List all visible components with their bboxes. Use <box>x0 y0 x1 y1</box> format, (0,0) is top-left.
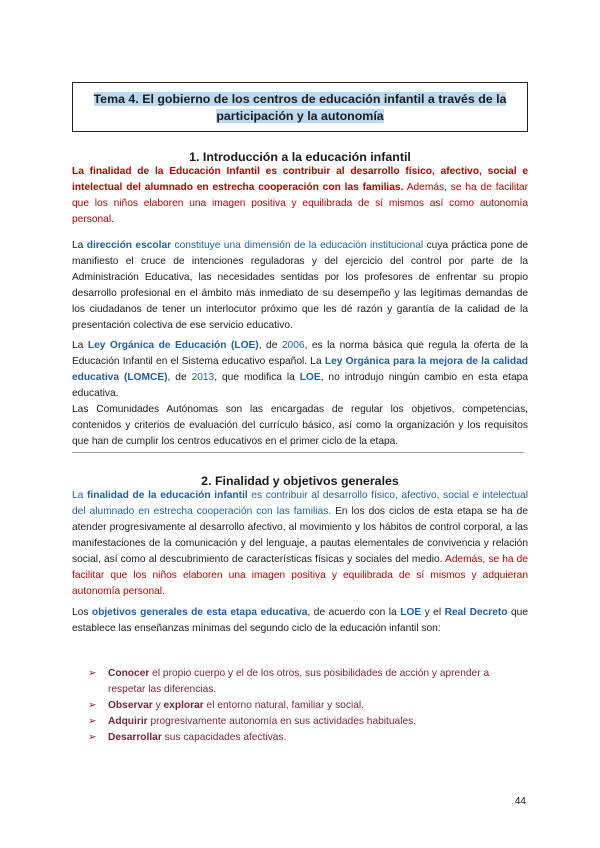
text-span: progresivamente autonomía en sus actividades habituales. <box>147 716 417 727</box>
section1-paragraph-1 <box>72 164 528 228</box>
objectives-list <box>88 666 528 746</box>
text-span: sus capacidades afectivas. <box>161 732 287 743</box>
section2-paragraph-1 <box>72 488 528 600</box>
text-span: La <box>72 490 87 501</box>
term-loe-2: LOE <box>400 607 422 618</box>
text-span: , es la norma básica que regula la oferta de la Educación Infantil en el Sistema educativo español. La <box>72 340 528 367</box>
text-span: y <box>152 700 164 711</box>
text-span: La <box>72 240 87 251</box>
section1-paragraph-4: Las Comunidades Autónomas son las encargadas de regular los objetivos, competencias, contenidos y criterios de evaluación del currículo básico, así como la organización y los requisitos que han de cumplir los centros educativos en el primer ciclo de la etapa. <box>72 404 528 447</box>
title-line-2: participación y la autonomía <box>216 109 384 123</box>
text-span: Además, se ha de facilitar que los niños elaboren una imagen positiva y equilibrada de sí mismos y adquieran autonomía personal. <box>72 554 528 597</box>
text-span: , que modifica la <box>214 372 300 383</box>
arrow-bullet-icon: ➢ <box>88 716 97 727</box>
text-span: , de <box>258 340 282 351</box>
text-span: y el <box>421 607 445 618</box>
section1-paragraph-2 <box>72 238 528 334</box>
year-2006: 2006 <box>281 340 305 351</box>
text-span: el entorno natural, familiar y social. <box>203 700 364 711</box>
term-loe-short: LOE <box>299 372 321 383</box>
section2-heading: 2. Finalidad y objetivos generales <box>201 474 399 488</box>
term-lomce: Ley Orgánica para la mejora de la calidad educativa (LOMCE) <box>72 356 528 383</box>
highlight-text: La finalidad de la Educación Infantil es contribuir al desarrollo físico, afectivo, social e intelectual del alumnado en estrecha cooperación con las familias. <box>72 166 528 193</box>
text-span: Adquirir <box>108 716 148 727</box>
arrow-bullet-icon: ➢ <box>88 668 97 679</box>
text-span: Además, se ha de facilitar que los niños elaboren una imagen positiva y equilibrada de sí mismos así como autonomía personal. <box>72 182 528 225</box>
arrow-bullet-icon: ➢ <box>88 732 97 743</box>
text-span: cuya práctica pone de manifiesto el cruce de intenciones reguladoras y del ejercicio del control por parte de la Administración Educativa, las necesidades sentidas por los profesores de enfrentar su propio desarrollo profesional en el ámbito más inmediato de su desempeño y las legítimas demandas de los ciudadanos de tener un interlocutor próximo que les dé razón y garantía de la calidad de la presentación colectiva de ese servicio educativo. <box>72 240 528 331</box>
section1-heading: 1. Introducción a la educación infantil <box>189 150 411 164</box>
title-line-1: Tema 4. El gobierno de los centros de educación infantil a través de la <box>93 92 507 106</box>
term-direccion: dirección escolar <box>86 240 172 251</box>
term-finalidad: finalidad de la educación infantil <box>87 490 248 501</box>
arrow-bullet-icon: ➢ <box>88 700 97 711</box>
title-box <box>72 82 528 132</box>
text-span: constituye una dimensión de la educación institucional <box>171 240 424 251</box>
term-objetivos: objetivos generales de esta etapa educativa <box>91 607 308 618</box>
text-span: Los <box>72 607 92 618</box>
term-loe: Ley Orgánica de Educación (LOE) <box>87 340 259 351</box>
section-divider <box>72 452 524 453</box>
section2-paragraph-2 <box>72 605 528 637</box>
list-item <box>88 666 528 698</box>
text-span: explorar <box>163 700 204 711</box>
text-span: , de acuerdo con la <box>307 607 401 618</box>
list-item <box>88 698 528 714</box>
text-span: el propio cuerpo y el de los otros, sus posibilidades de acción y aprender a respetar las diferencias. <box>108 668 490 695</box>
list-item <box>88 714 528 730</box>
text-span: , no introdujo ningún cambio en esta etapa educativa. <box>72 372 528 399</box>
text-span: es contribuir al desarrollo físico, afectivo, social e intelectual del alumnado en estrecha cooperación con las familias. <box>72 490 528 517</box>
page-number: 44 <box>514 796 526 807</box>
text-span: La <box>72 340 88 351</box>
text-span: En los dos ciclos de esta etapa se ha de atender progresivamente al desarrollo afectivo, al movimiento y los hábitos de control corporal, a las manifestaciones de la comunicación y del lenguaje, a pautas elementales de convivencia y relación social, así como al descubrimiento de características físicas y sociales del medio. <box>72 506 528 565</box>
list-item <box>88 730 528 746</box>
year-2013: 2013 <box>191 372 215 383</box>
text-span: Conocer <box>108 668 150 679</box>
text-span: Desarrollar <box>108 732 162 743</box>
section1-paragraph-3 <box>72 338 528 402</box>
text-span: que establece las enseñanzas mínimas del segundo ciclo de la educación infantil son: <box>72 607 529 634</box>
text-span: Observar <box>108 700 153 711</box>
term-real-decreto: Real Decreto <box>444 607 508 618</box>
text-span: , de <box>167 372 192 383</box>
